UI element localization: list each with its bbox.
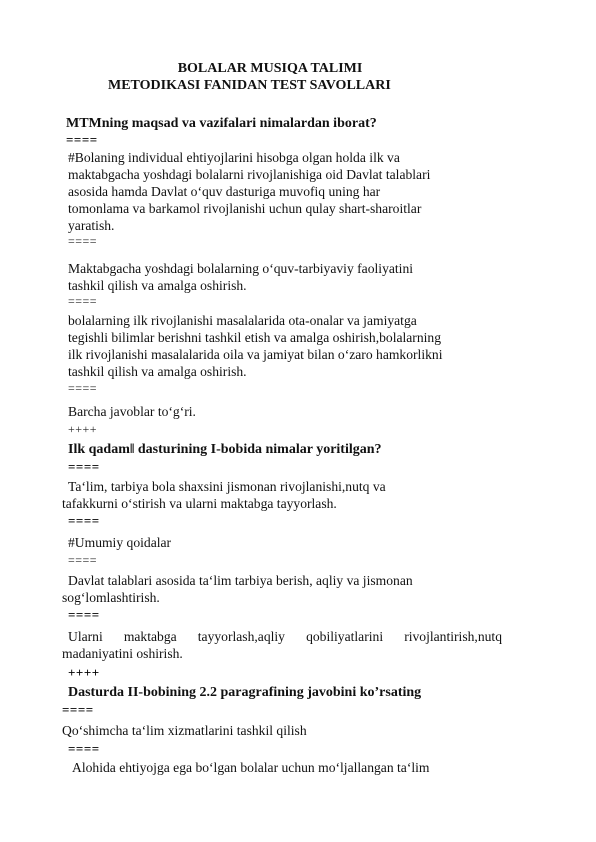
separator: ==== <box>68 741 100 756</box>
answer-line: yaratish. <box>68 218 115 233</box>
title-line-2: METODIKASI FANIDAN TEST SAVOLLARI <box>108 78 391 93</box>
answer-line: Ularni maktabga tayyorlash,aqliy qobiliyatlarini rivojlantirish,nutq <box>68 629 502 644</box>
separator: ==== <box>68 553 98 567</box>
answer-line: ilk rivojlanishi masalalarida oila va jamiyat bilan o‘zaro hamkorlikni <box>68 347 443 362</box>
answer-line: tafakkurni o‘stirish va ularni maktabga tayyorlash. <box>62 496 337 511</box>
answer-line: sog‘lomlashtirish. <box>62 590 160 605</box>
separator: ==== <box>68 234 98 248</box>
separator: ++++ <box>68 665 100 680</box>
separator: ==== <box>68 513 100 528</box>
question-1: MTMning maqsad va vazifalari nimalardan iborat? <box>66 116 377 131</box>
separator: ==== <box>62 702 94 717</box>
answer-line: maktabgacha yoshdagi bolalarni rivojlanishiga oid Davlat talablari <box>68 167 431 182</box>
separator: ++++ <box>68 422 98 436</box>
answer-line: Davlat talablari asosida ta‘lim tarbiya berish, aqliy va jismonan <box>68 573 413 588</box>
separator: ==== <box>68 459 100 474</box>
separator: ==== <box>68 381 98 395</box>
answer-line: tomonlama va barkamol rivojlanishi uchun qulay shart-sharoitlar <box>68 201 422 216</box>
question-3: Dasturda II-bobining 2.2 paragrafining javobini ko’rsating <box>68 685 422 700</box>
answer-line: Maktabgacha yoshdagi bolalarning o‘quv-tarbiyaviy faoliyatini <box>68 261 414 276</box>
answer-line: Qo‘shimcha ta‘lim xizmatlarini tashkil qilish <box>62 723 307 738</box>
separator: ==== <box>68 294 98 308</box>
separator: ==== <box>66 132 98 147</box>
answer-line: Ta‘lim, tarbiya bola shaxsini jismonan rivojlanishi,nutq va <box>68 479 386 494</box>
answer-line: tashkil qilish va amalga oshirish. <box>68 364 247 379</box>
separator: ==== <box>68 607 100 622</box>
answer-line: #Umumiy qoidalar <box>68 535 172 550</box>
answer-line: #Bolaning individual ehtiyojlarini hisobga olgan holda ilk va <box>68 150 400 165</box>
answer-line: tegishli bilimlar berishni tashkil etish va amalga oshirish,bolalarning <box>68 330 442 345</box>
answer-line: bolalarning ilk rivojlanishi masalalarida ota-onalar va jamiyatga <box>68 313 417 328</box>
answer-line: tashkil qilish va amalga oshirish. <box>68 278 247 293</box>
answer-line: madaniyatini oshirish. <box>62 646 183 661</box>
title-line-1: BOLALAR MUSIQA TALIMI <box>177 61 363 76</box>
answer-line: Alohida ehtiyojga ega bo‘lgan bolalar uchun mo‘ljallangan ta‘lim <box>72 760 430 775</box>
question-2: Ilk qadam‖ dasturining I-bobida nimalar yoritilgan? <box>68 442 382 457</box>
answer-line: Barcha javoblar to‘g‘ri. <box>68 404 196 419</box>
answer-line: asosida hamda Davlat o‘quv dasturiga muvofiq uning har <box>68 184 381 199</box>
